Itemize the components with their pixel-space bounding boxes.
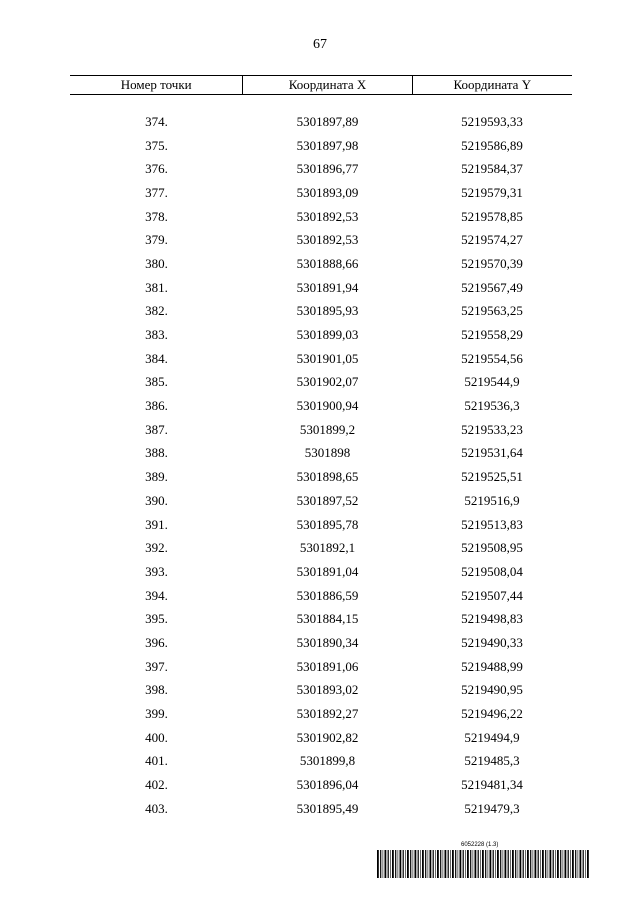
coordinate-x-cell: 5301891,94 xyxy=(296,279,359,295)
coordinate-y-cell: 5219563,25 xyxy=(461,303,523,319)
coordinate-x-cell: 5301891,04 xyxy=(296,563,359,579)
coordinate-x-cell: 5301893,02 xyxy=(296,682,359,698)
coordinate-x-cell: 5301900,94 xyxy=(296,398,359,414)
coordinate-x-cell: 5301884,15 xyxy=(296,611,359,627)
point-number-cell: 400. xyxy=(145,729,168,745)
point-number-cell: 383. xyxy=(145,327,168,343)
table-row xyxy=(70,442,572,466)
table-row xyxy=(70,371,572,395)
table-row xyxy=(70,489,572,513)
point-number-cell: 388. xyxy=(145,445,168,461)
document-code: 6052228 (1.3) xyxy=(461,842,499,848)
point-number-cell: 398. xyxy=(145,682,168,698)
point-number-cell: 385. xyxy=(145,374,168,390)
coordinate-y-cell: 5219485,3 xyxy=(464,753,520,769)
table-row xyxy=(70,465,572,489)
table-row xyxy=(70,726,572,750)
point-number-cell: 392. xyxy=(145,540,168,556)
coordinate-y-cell: 5219586,89 xyxy=(461,137,523,153)
header-point-number: Номер точки xyxy=(120,77,192,92)
point-number-cell: 384. xyxy=(145,350,168,366)
table-row xyxy=(70,750,572,774)
point-number-cell: 376. xyxy=(145,161,168,177)
point-number-cell: 387. xyxy=(145,421,168,437)
table-row xyxy=(70,157,572,181)
coordinate-y-cell: 5219533,23 xyxy=(461,421,523,437)
point-number-cell: 381. xyxy=(145,279,168,295)
page-number: 67 xyxy=(313,37,327,52)
coordinate-y-cell: 5219525,51 xyxy=(461,469,523,485)
coordinate-y-cell: 5219513,83 xyxy=(461,516,523,532)
table-row xyxy=(70,228,572,252)
coordinate-x-cell: 5301897,52 xyxy=(296,492,359,508)
coordinate-y-cell: 5219481,34 xyxy=(461,777,523,793)
table-row xyxy=(70,394,572,418)
coordinate-y-cell: 5219490,95 xyxy=(461,682,523,698)
coordinate-x-cell: 5301886,59 xyxy=(296,587,359,603)
coordinate-x-cell: 5301891,06 xyxy=(296,658,359,674)
coordinate-y-cell: 5219490,33 xyxy=(461,634,523,650)
coordinate-x-cell: 5301899,2 xyxy=(299,421,356,437)
coordinate-x-cell: 5301892,1 xyxy=(299,540,356,556)
point-number-cell: 399. xyxy=(145,706,168,722)
coordinate-y-cell: 5219578,85 xyxy=(461,208,523,224)
point-number-cell: 380. xyxy=(145,255,168,271)
table-row xyxy=(70,323,572,347)
coordinate-x-cell: 5301892,53 xyxy=(296,208,359,224)
point-number-cell: 396. xyxy=(145,634,168,650)
point-number-cell: 379. xyxy=(145,232,168,248)
table-row xyxy=(70,607,572,631)
coordinate-y-cell: 5219516,9 xyxy=(464,492,520,508)
coordinate-y-cell: 5219574,27 xyxy=(461,232,523,248)
coordinate-y-cell: 5219531,64 xyxy=(461,445,523,461)
table-row xyxy=(70,797,572,821)
point-number-cell: 395. xyxy=(145,611,168,627)
coordinate-x-cell: 5301897,89 xyxy=(296,113,359,129)
coordinate-x-cell: 5301901,05 xyxy=(296,350,359,366)
coordinate-y-cell: 5219507,44 xyxy=(461,587,523,603)
header-coordinate-x: Координата X xyxy=(242,76,411,94)
coordinate-x-cell: 5301890,34 xyxy=(296,634,359,650)
coordinate-y-cell: 5219536,3 xyxy=(464,398,520,414)
point-number-cell: 403. xyxy=(145,800,168,816)
coordinate-x-cell: 5301902,07 xyxy=(296,374,359,390)
point-number-cell: 394. xyxy=(145,587,168,603)
point-number-cell: 377. xyxy=(145,184,168,200)
point-number-cell: 378. xyxy=(145,208,168,224)
table-row xyxy=(70,773,572,797)
coordinate-x-cell: 5301899,8 xyxy=(299,753,356,769)
coordinate-x-cell: 5301896,77 xyxy=(296,161,359,177)
coordinate-x-cell: 5301897,98 xyxy=(296,137,359,153)
point-number-cell: 374. xyxy=(145,113,168,129)
coordinate-x-cell: 5301888,66 xyxy=(296,255,359,271)
coordinate-y-cell: 5219479,3 xyxy=(464,800,520,816)
table-row xyxy=(70,536,572,560)
table-row xyxy=(70,276,572,300)
coordinate-x-cell: 5301892,53 xyxy=(296,232,359,248)
coordinate-y-cell: 5219570,39 xyxy=(461,255,523,271)
point-number-cell: 402. xyxy=(145,777,168,793)
coordinate-x-cell: 5301892,27 xyxy=(296,706,359,722)
table-row xyxy=(70,252,572,276)
coordinate-y-cell: 5219496,22 xyxy=(461,706,523,722)
coordinate-y-cell: 5219593,33 xyxy=(461,113,523,129)
coordinate-y-cell: 5219508,04 xyxy=(461,563,523,579)
point-number-cell: 393. xyxy=(145,563,168,579)
barcode-icon xyxy=(377,850,590,878)
table-row xyxy=(70,679,572,703)
table-row xyxy=(70,181,572,205)
coordinate-x-cell: 5301895,78 xyxy=(296,516,359,532)
coordinate-y-cell: 5219567,49 xyxy=(461,279,523,295)
coordinate-y-cell: 5219584,37 xyxy=(461,161,523,177)
coordinate-y-cell: 5219544,9 xyxy=(464,374,520,390)
coordinate-x-cell: 5301899,03 xyxy=(296,327,359,343)
coordinate-y-cell: 5219494,9 xyxy=(464,729,520,745)
table-row xyxy=(70,418,572,442)
coordinate-x-cell: 5301895,49 xyxy=(296,800,359,816)
coordinate-y-cell: 5219488,99 xyxy=(461,658,523,674)
coordinate-x-cell: 5301898,65 xyxy=(296,469,359,485)
point-number-cell: 389. xyxy=(145,469,168,485)
table-row xyxy=(70,560,572,584)
table-row xyxy=(70,513,572,537)
point-number-cell: 401. xyxy=(145,753,168,769)
coordinate-x-cell: 5301893,09 xyxy=(296,184,359,200)
coordinate-y-cell: 5219554,56 xyxy=(461,350,523,366)
point-number-cell: 382. xyxy=(145,303,168,319)
table-body xyxy=(70,110,572,821)
coordinate-y-cell: 5219508,95 xyxy=(461,540,523,556)
table-row xyxy=(70,110,572,134)
coordinate-x-cell: 5301898 xyxy=(304,445,351,461)
point-number-cell: 390. xyxy=(145,492,168,508)
point-number-cell: 386. xyxy=(145,398,168,414)
table-row xyxy=(70,655,572,679)
table-header xyxy=(70,75,572,95)
coordinate-x-cell: 5301902,82 xyxy=(296,729,359,745)
coordinate-y-cell: 5219558,29 xyxy=(461,327,523,343)
table-row xyxy=(70,134,572,158)
header-coordinate-y: Координата Y xyxy=(412,76,572,94)
point-number-cell: 375. xyxy=(145,137,168,153)
point-number-cell: 391. xyxy=(145,516,168,532)
table-row xyxy=(70,300,572,324)
table-row xyxy=(70,347,572,371)
table-row xyxy=(70,702,572,726)
table-row xyxy=(70,584,572,608)
table-row xyxy=(70,205,572,229)
coordinate-x-cell: 5301896,04 xyxy=(296,777,359,793)
table-row xyxy=(70,631,572,655)
coordinate-x-cell: 5301895,93 xyxy=(296,303,359,319)
coordinate-y-cell: 5219579,31 xyxy=(461,184,523,200)
point-number-cell: 397. xyxy=(145,658,168,674)
coordinate-y-cell: 5219498,83 xyxy=(461,611,523,627)
